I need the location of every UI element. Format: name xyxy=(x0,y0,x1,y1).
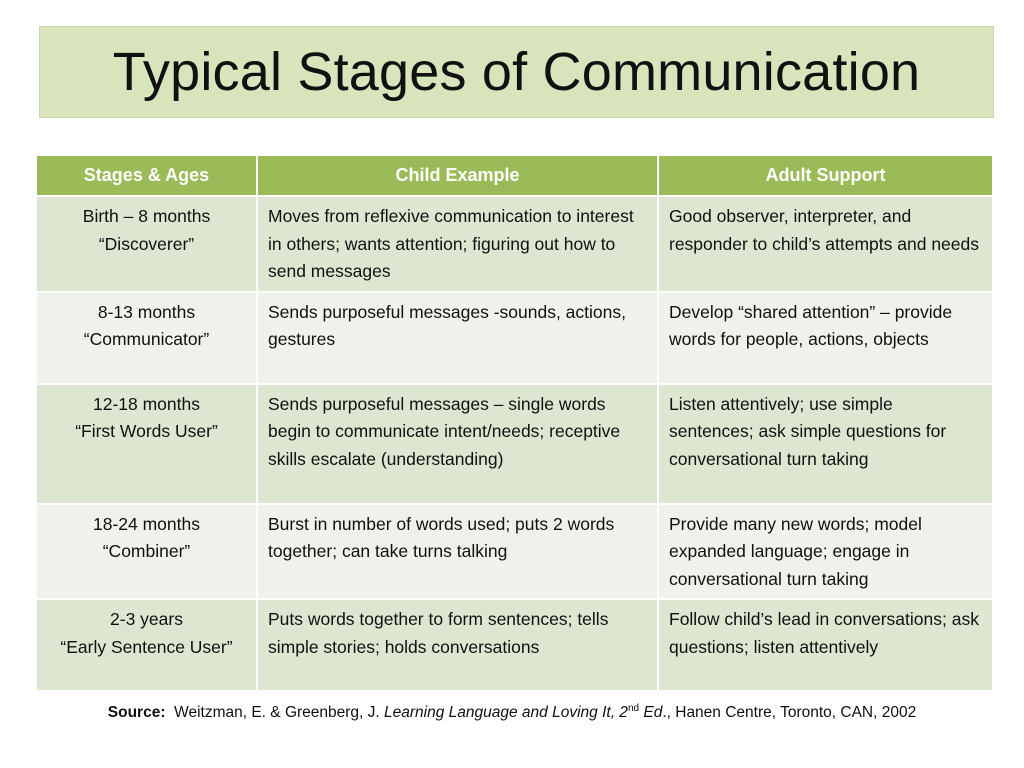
table-row xyxy=(36,599,993,691)
stage-age: Birth – 8 months xyxy=(82,206,211,226)
stage-label: “Early Sentence User” xyxy=(60,636,233,657)
stage-cell xyxy=(36,504,257,600)
child-example-cell: Sends purposeful messages -sounds, actions, gestures xyxy=(257,292,658,384)
adult-support-cell: Good observer, interpreter, and responder to child’s attempts and needs xyxy=(658,196,993,292)
child-example-cell: Burst in number of words used; puts 2 words together; can take turns talking xyxy=(257,504,658,600)
stage-age: 8-13 months xyxy=(97,301,196,322)
table-header-row xyxy=(36,155,993,196)
stages-table xyxy=(35,154,994,692)
stage-label: “Discoverer” xyxy=(98,233,195,254)
table-row xyxy=(36,196,993,292)
stage-age: 2-3 years xyxy=(110,609,183,629)
source-book-title: Learning Language and Loving It, 2 xyxy=(384,704,628,721)
adult-support-cell: Follow child’s lead in conversations; ask questions; listen attentively xyxy=(658,599,993,691)
source-authors: Weitzman, E. & Greenberg, J. xyxy=(174,704,380,721)
title-banner xyxy=(39,26,994,118)
table-row xyxy=(36,384,993,504)
source-edition-superscript: nd xyxy=(627,702,640,714)
child-example-cell: Moves from reflexive communication to interest in others; wants attention; figuring out how to send messages xyxy=(257,196,658,292)
stage-cell xyxy=(36,196,257,292)
adult-support-cell: Listen attentively; use simple sentences; ask simple questions for conversational turn taking xyxy=(658,384,993,504)
adult-support-cell: Develop “shared attention” – provide words for people, actions, objects xyxy=(658,292,993,384)
source-edition: Ed xyxy=(639,704,663,721)
slide-title: Typical Stages of Communication xyxy=(112,42,921,102)
source-publisher: ., Hanen Centre, Toronto, CAN, 2002 xyxy=(662,704,917,721)
child-example-cell: Sends purposeful messages – single words begin to communicate intent/needs; receptive skills escalate (understanding) xyxy=(257,384,658,504)
stage-cell xyxy=(36,384,257,504)
stage-age: 18-24 months xyxy=(92,513,200,534)
stage-label: “First Words User” xyxy=(75,421,218,441)
table-row xyxy=(36,504,993,600)
child-example-cell: Puts words together to form sentences; tells simple stories; holds conversations xyxy=(257,599,658,691)
table-row xyxy=(36,292,993,384)
stage-label: “Communicator” xyxy=(83,329,210,349)
header-adult-support: Adult Support xyxy=(658,155,993,196)
stage-label: “Combiner” xyxy=(102,541,191,561)
header-child-example: Child Example xyxy=(257,155,658,196)
source-citation xyxy=(0,704,1024,722)
header-stages-ages: Stages & Ages xyxy=(36,155,257,196)
source-label: Source: xyxy=(107,704,166,721)
stage-cell xyxy=(36,599,257,691)
stage-cell xyxy=(36,292,257,384)
adult-support-cell: Provide many new words; model expanded language; engage in conversational turn taking xyxy=(658,504,993,600)
stage-age: 12-18 months xyxy=(92,393,200,414)
